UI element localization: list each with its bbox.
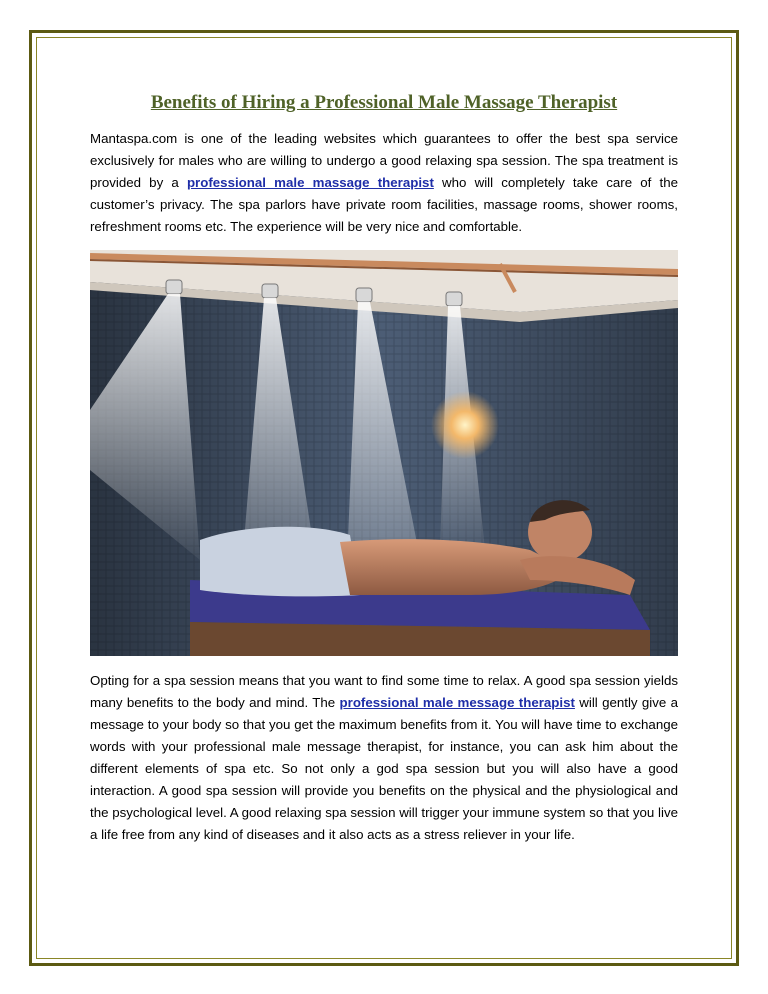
- paragraph-benefits: [90, 670, 678, 846]
- paragraph-benefits-text-after: will gently give a message to your body so that you get the maximum benefits from it. You will have time to exchange words with your professional male message therapist, for instance, you can ask him about the different elements of spa etc. So not only a god spa session but you will also have a good interaction. A good spa session will provide you benefits on the physical and the physiological and the psychological level. A good relaxing spa session will trigger your immune system so that you live a life free from any kind of diseases and it also acts as a stress reliever in your life.: [90, 695, 679, 842]
- paragraph-intro-text-before: Mantaspa.com is one of the leading websites which guarantees to offer the best spa service exclusively for males who are willing to undergo a good relaxing spa session. The spa treatment is provided by a: [90, 131, 678, 190]
- document-body: [90, 90, 678, 846]
- paragraph-benefits-text-before: Opting for a spa session means that you want to find some time to relax. A good spa session yields many benefits to the body and mind. The: [90, 673, 678, 710]
- therapist-link-2[interactable]: professional male message therapist: [339, 695, 575, 710]
- therapist-link-1[interactable]: professional male massage therapist: [186, 175, 434, 190]
- paragraph-intro-text-after: who will completely take care of the customer’s privacy. The spa parlors have private room facilities, massage rooms, shower rooms, refreshment rooms etc. The experience will be very nice and comfortable.: [90, 175, 678, 234]
- paragraph-intro: [90, 128, 678, 238]
- document-title: Benefits of Hiring a Professional Male Massage Therapist: [150, 92, 618, 113]
- spa-shower-photo: [90, 250, 678, 656]
